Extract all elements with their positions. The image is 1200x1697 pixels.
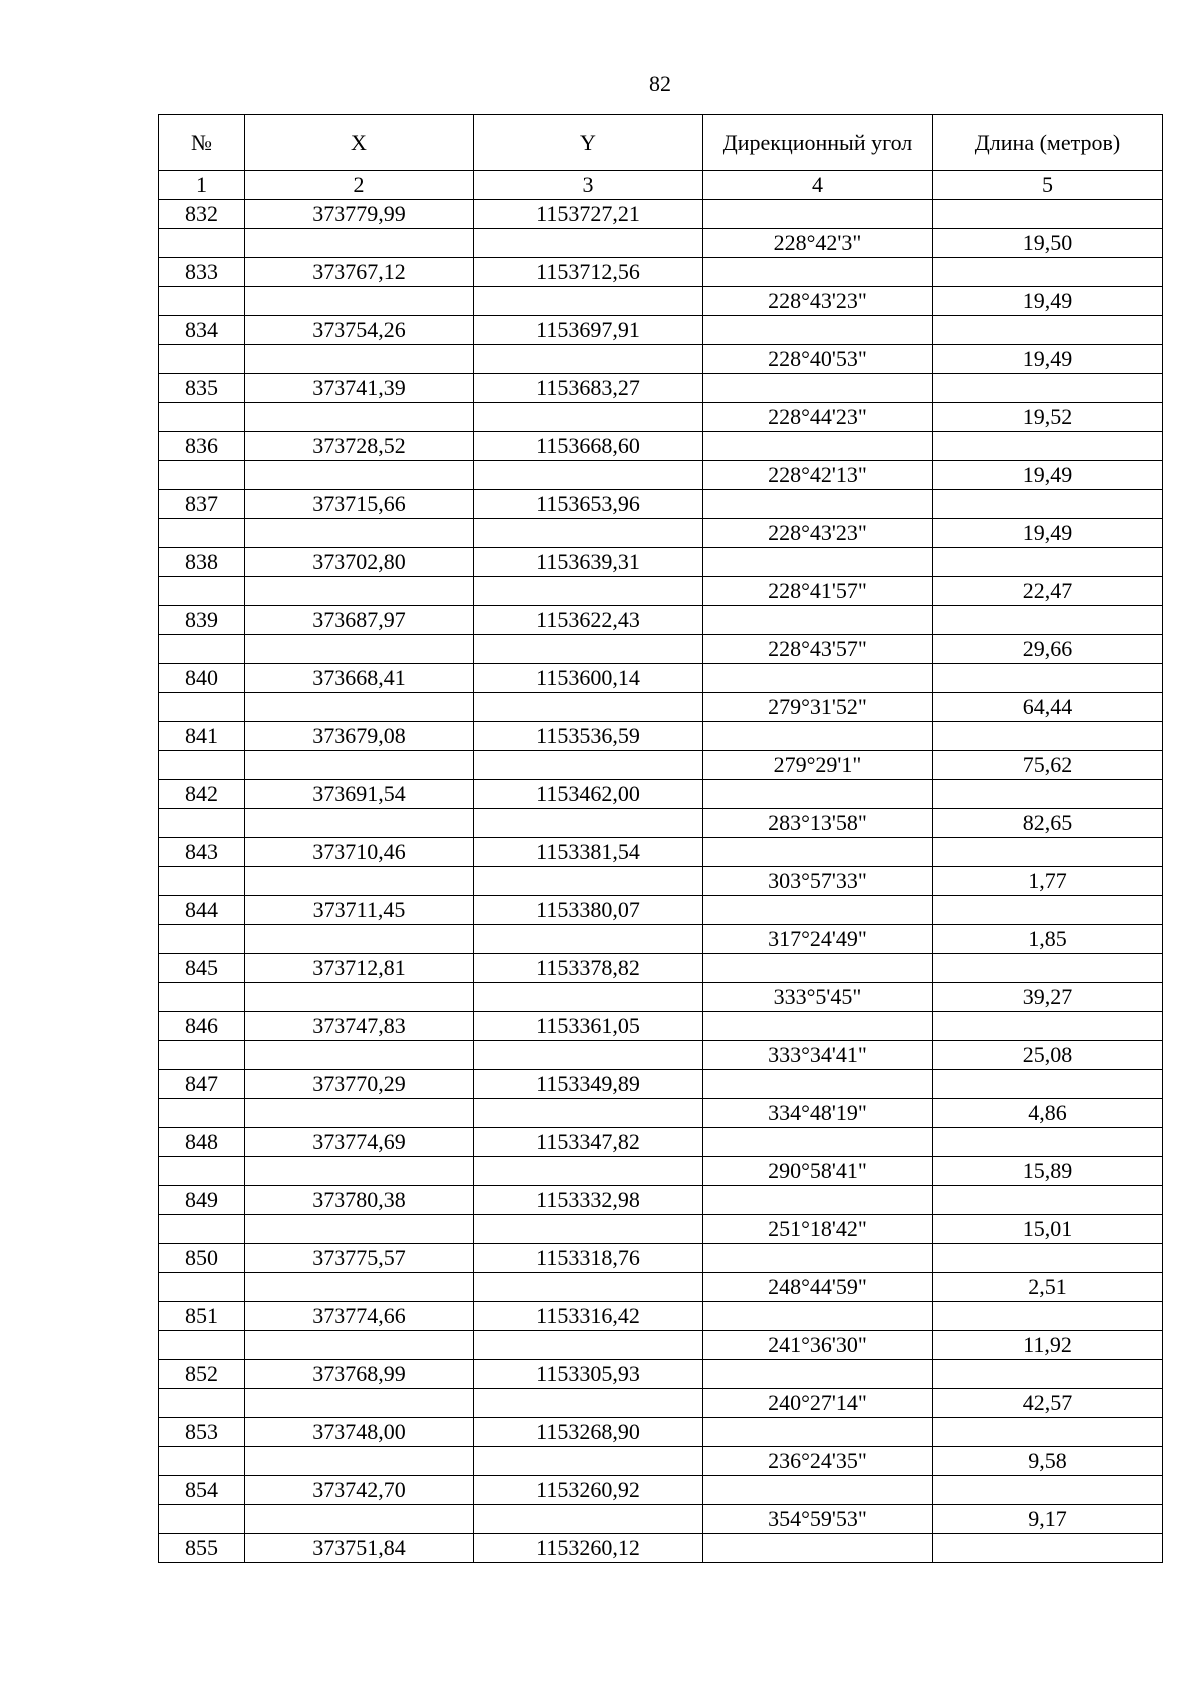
y-coordinate-cell: 1153349,89 [474, 1070, 703, 1099]
length-cell: 19,49 [933, 461, 1163, 490]
x-coordinate-cell: 373768,99 [245, 1360, 474, 1389]
table-row [159, 722, 1163, 751]
table-row [159, 896, 1163, 925]
y-coordinate-cell: 1153712,56 [474, 258, 703, 287]
length-cell: 19,49 [933, 287, 1163, 316]
page-number: 82 [649, 71, 671, 96]
y-coordinate-cell: 1153600,14 [474, 664, 703, 693]
point-number-cell [159, 287, 245, 316]
y-coordinate-cell: 1153316,42 [474, 1302, 703, 1331]
direction-angle-cell: 290°58'41" [703, 1157, 933, 1186]
y-coordinate-cell [474, 1099, 703, 1128]
direction-angle-cell: 236°24'35" [703, 1447, 933, 1476]
x-coordinate-cell [245, 345, 474, 374]
point-number-cell [159, 519, 245, 548]
direction-angle-cell [703, 896, 933, 925]
x-coordinate-cell [245, 287, 474, 316]
y-coordinate-cell [474, 229, 703, 258]
length-cell: 75,62 [933, 751, 1163, 780]
coordinates-table [158, 114, 1163, 1563]
point-number-cell [159, 809, 245, 838]
x-coordinate-cell: 373754,26 [245, 316, 474, 345]
point-number-cell: 854 [159, 1476, 245, 1505]
length-cell [933, 606, 1163, 635]
direction-angle-cell [703, 1534, 933, 1563]
x-coordinate-cell: 373741,39 [245, 374, 474, 403]
direction-angle-cell: 354°59'53" [703, 1505, 933, 1534]
y-coordinate-cell: 1153668,60 [474, 432, 703, 461]
x-coordinate-cell [245, 1447, 474, 1476]
length-cell: 19,50 [933, 229, 1163, 258]
y-coordinate-cell [474, 809, 703, 838]
table-row [159, 1331, 1163, 1360]
direction-angle-cell: 334°48'19" [703, 1099, 933, 1128]
x-coordinate-cell [245, 1389, 474, 1418]
direction-angle-cell [703, 200, 933, 229]
y-coordinate-cell: 1153697,91 [474, 316, 703, 345]
x-coordinate-cell [245, 635, 474, 664]
point-number-cell: 853 [159, 1418, 245, 1447]
y-coordinate-cell: 1153260,12 [474, 1534, 703, 1563]
length-cell: 15,89 [933, 1157, 1163, 1186]
x-coordinate-cell: 373687,97 [245, 606, 474, 635]
y-coordinate-cell: 1153260,92 [474, 1476, 703, 1505]
y-coordinate-cell: 1153347,82 [474, 1128, 703, 1157]
table-row [159, 1302, 1163, 1331]
point-number-cell: 840 [159, 664, 245, 693]
table-row [159, 1041, 1163, 1070]
column-number: 3 [474, 171, 703, 200]
x-coordinate-cell [245, 1273, 474, 1302]
x-coordinate-cell: 373779,99 [245, 200, 474, 229]
table-row [159, 548, 1163, 577]
table-row [159, 635, 1163, 664]
table-row [159, 490, 1163, 519]
direction-angle-cell [703, 1244, 933, 1273]
direction-angle-cell [703, 606, 933, 635]
length-cell: 29,66 [933, 635, 1163, 664]
y-coordinate-cell [474, 925, 703, 954]
table-row [159, 1273, 1163, 1302]
direction-angle-cell: 241°36'30" [703, 1331, 933, 1360]
direction-angle-cell [703, 1186, 933, 1215]
y-coordinate-cell [474, 403, 703, 432]
table-row [159, 258, 1163, 287]
length-cell [933, 1302, 1163, 1331]
point-number-cell [159, 1389, 245, 1418]
point-number-cell: 843 [159, 838, 245, 867]
direction-angle-cell [703, 432, 933, 461]
table-row [159, 1099, 1163, 1128]
point-number-cell: 839 [159, 606, 245, 635]
length-cell [933, 1534, 1163, 1563]
y-coordinate-cell: 1153380,07 [474, 896, 703, 925]
direction-angle-cell [703, 780, 933, 809]
direction-angle-cell [703, 1476, 933, 1505]
length-cell: 64,44 [933, 693, 1163, 722]
y-coordinate-cell: 1153462,00 [474, 780, 703, 809]
point-number-cell [159, 1447, 245, 1476]
table-header [159, 115, 1163, 200]
point-number-cell: 851 [159, 1302, 245, 1331]
length-cell: 15,01 [933, 1215, 1163, 1244]
direction-angle-cell: 228°43'23" [703, 287, 933, 316]
table-row [159, 925, 1163, 954]
length-cell [933, 664, 1163, 693]
direction-angle-cell [703, 490, 933, 519]
header-row [159, 115, 1163, 171]
y-coordinate-cell [474, 1157, 703, 1186]
y-coordinate-cell [474, 461, 703, 490]
table-row [159, 1476, 1163, 1505]
x-coordinate-cell [245, 1157, 474, 1186]
length-cell: 19,49 [933, 519, 1163, 548]
point-number-cell [159, 577, 245, 606]
x-coordinate-cell: 373679,08 [245, 722, 474, 751]
point-number-cell [159, 345, 245, 374]
y-coordinate-cell [474, 1505, 703, 1534]
direction-angle-cell: 228°43'23" [703, 519, 933, 548]
y-coordinate-cell [474, 1041, 703, 1070]
point-number-cell: 850 [159, 1244, 245, 1273]
table-row [159, 1534, 1163, 1563]
length-cell [933, 1360, 1163, 1389]
direction-angle-cell [703, 258, 933, 287]
x-coordinate-cell [245, 983, 474, 1012]
point-number-cell: 848 [159, 1128, 245, 1157]
y-coordinate-cell: 1153332,98 [474, 1186, 703, 1215]
direction-angle-cell: 228°41'57" [703, 577, 933, 606]
table-row [159, 345, 1163, 374]
point-number-cell: 838 [159, 548, 245, 577]
point-number-cell [159, 867, 245, 896]
length-cell [933, 780, 1163, 809]
table-row [159, 432, 1163, 461]
x-coordinate-cell: 373747,83 [245, 1012, 474, 1041]
length-cell: 2,51 [933, 1273, 1163, 1302]
header-direction-angle: Дирекционный угол [703, 115, 933, 171]
x-coordinate-cell: 373775,57 [245, 1244, 474, 1273]
table-row [159, 519, 1163, 548]
direction-angle-cell [703, 664, 933, 693]
x-coordinate-cell: 373710,46 [245, 838, 474, 867]
direction-angle-cell: 333°34'41" [703, 1041, 933, 1070]
direction-angle-cell [703, 1070, 933, 1099]
y-coordinate-cell: 1153622,43 [474, 606, 703, 635]
table-row [159, 1215, 1163, 1244]
table-row [159, 780, 1163, 809]
direction-angle-cell [703, 838, 933, 867]
y-coordinate-cell: 1153683,27 [474, 374, 703, 403]
y-coordinate-cell [474, 1389, 703, 1418]
x-coordinate-cell: 373748,00 [245, 1418, 474, 1447]
length-cell [933, 1476, 1163, 1505]
table-row [159, 664, 1163, 693]
y-coordinate-cell [474, 693, 703, 722]
point-number-cell: 842 [159, 780, 245, 809]
length-cell [933, 1070, 1163, 1099]
x-coordinate-cell [245, 867, 474, 896]
x-coordinate-cell [245, 577, 474, 606]
x-coordinate-cell [245, 461, 474, 490]
y-coordinate-cell: 1153378,82 [474, 954, 703, 983]
header-number: № [159, 115, 245, 171]
column-number: 2 [245, 171, 474, 200]
x-coordinate-cell [245, 1331, 474, 1360]
point-number-cell [159, 1273, 245, 1302]
x-coordinate-cell [245, 925, 474, 954]
length-cell [933, 258, 1163, 287]
y-coordinate-cell: 1153305,93 [474, 1360, 703, 1389]
table-row [159, 1157, 1163, 1186]
direction-angle-cell [703, 1418, 933, 1447]
column-number: 1 [159, 171, 245, 200]
point-number-cell [159, 1157, 245, 1186]
x-coordinate-cell: 373691,54 [245, 780, 474, 809]
length-cell: 39,27 [933, 983, 1163, 1012]
point-number-cell: 841 [159, 722, 245, 751]
table-row [159, 751, 1163, 780]
table-row [159, 1070, 1163, 1099]
x-coordinate-cell: 373711,45 [245, 896, 474, 925]
column-number-row [159, 171, 1163, 200]
y-coordinate-cell [474, 1215, 703, 1244]
table-row [159, 1389, 1163, 1418]
length-cell [933, 1128, 1163, 1157]
length-cell [933, 838, 1163, 867]
y-coordinate-cell [474, 287, 703, 316]
length-cell: 42,57 [933, 1389, 1163, 1418]
point-number-cell [159, 1505, 245, 1534]
length-cell: 25,08 [933, 1041, 1163, 1070]
direction-angle-cell [703, 722, 933, 751]
direction-angle-cell: 283°13'58" [703, 809, 933, 838]
point-number-cell: 844 [159, 896, 245, 925]
y-coordinate-cell: 1153268,90 [474, 1418, 703, 1447]
point-number-cell: 855 [159, 1534, 245, 1563]
point-number-cell [159, 925, 245, 954]
y-coordinate-cell [474, 1447, 703, 1476]
y-coordinate-cell [474, 577, 703, 606]
table-row [159, 1244, 1163, 1273]
column-number: 5 [933, 171, 1163, 200]
length-cell [933, 1244, 1163, 1273]
x-coordinate-cell: 373702,80 [245, 548, 474, 577]
table-row [159, 1505, 1163, 1534]
point-number-cell [159, 751, 245, 780]
direction-angle-cell: 279°31'52" [703, 693, 933, 722]
length-cell: 9,17 [933, 1505, 1163, 1534]
direction-angle-cell: 251°18'42" [703, 1215, 933, 1244]
point-number-cell [159, 983, 245, 1012]
y-coordinate-cell: 1153639,31 [474, 548, 703, 577]
length-cell: 11,92 [933, 1331, 1163, 1360]
y-coordinate-cell [474, 983, 703, 1012]
y-coordinate-cell: 1153318,76 [474, 1244, 703, 1273]
length-cell [933, 954, 1163, 983]
length-cell [933, 316, 1163, 345]
length-cell: 19,52 [933, 403, 1163, 432]
x-coordinate-cell: 373774,69 [245, 1128, 474, 1157]
direction-angle-cell [703, 954, 933, 983]
table-row [159, 1012, 1163, 1041]
x-coordinate-cell [245, 1215, 474, 1244]
x-coordinate-cell: 373780,38 [245, 1186, 474, 1215]
y-coordinate-cell [474, 635, 703, 664]
direction-angle-cell [703, 1128, 933, 1157]
direction-angle-cell: 240°27'14" [703, 1389, 933, 1418]
table-row [159, 374, 1163, 403]
direction-angle-cell: 228°42'13" [703, 461, 933, 490]
x-coordinate-cell: 373742,70 [245, 1476, 474, 1505]
x-coordinate-cell: 373774,66 [245, 1302, 474, 1331]
x-coordinate-cell [245, 403, 474, 432]
direction-angle-cell: 317°24'49" [703, 925, 933, 954]
table-row [159, 200, 1163, 229]
x-coordinate-cell: 373715,66 [245, 490, 474, 519]
length-cell: 1,77 [933, 867, 1163, 896]
length-cell: 4,86 [933, 1099, 1163, 1128]
point-number-cell: 852 [159, 1360, 245, 1389]
header-y: Y [474, 115, 703, 171]
table-row [159, 606, 1163, 635]
point-number-cell: 836 [159, 432, 245, 461]
direction-angle-cell [703, 374, 933, 403]
y-coordinate-cell [474, 1331, 703, 1360]
point-number-cell: 834 [159, 316, 245, 345]
length-cell [933, 490, 1163, 519]
table-row [159, 1447, 1163, 1476]
length-cell [933, 432, 1163, 461]
table-row [159, 287, 1163, 316]
direction-angle-cell [703, 1012, 933, 1041]
table-body [159, 200, 1163, 1563]
x-coordinate-cell [245, 229, 474, 258]
direction-angle-cell: 248°44'59" [703, 1273, 933, 1302]
y-coordinate-cell: 1153727,21 [474, 200, 703, 229]
x-coordinate-cell [245, 1505, 474, 1534]
x-coordinate-cell: 373728,52 [245, 432, 474, 461]
table-row [159, 954, 1163, 983]
table-row [159, 403, 1163, 432]
point-number-cell: 847 [159, 1070, 245, 1099]
point-number-cell [159, 635, 245, 664]
table-row [159, 809, 1163, 838]
table-row [159, 577, 1163, 606]
table-row [159, 1360, 1163, 1389]
point-number-cell: 832 [159, 200, 245, 229]
point-number-cell [159, 1215, 245, 1244]
direction-angle-cell: 303°57'33" [703, 867, 933, 896]
length-cell [933, 200, 1163, 229]
x-coordinate-cell: 373770,29 [245, 1070, 474, 1099]
column-number: 4 [703, 171, 933, 200]
header-x: X [245, 115, 474, 171]
table-row [159, 1418, 1163, 1447]
point-number-cell [159, 1331, 245, 1360]
point-number-cell [159, 229, 245, 258]
y-coordinate-cell: 1153653,96 [474, 490, 703, 519]
length-cell [933, 1186, 1163, 1215]
length-cell [933, 722, 1163, 751]
table-row [159, 229, 1163, 258]
point-number-cell [159, 693, 245, 722]
length-cell [933, 548, 1163, 577]
x-coordinate-cell [245, 1099, 474, 1128]
point-number-cell: 837 [159, 490, 245, 519]
point-number-cell [159, 461, 245, 490]
x-coordinate-cell: 373668,41 [245, 664, 474, 693]
table-row [159, 867, 1163, 896]
table-row [159, 693, 1163, 722]
point-number-cell: 846 [159, 1012, 245, 1041]
x-coordinate-cell [245, 693, 474, 722]
header-length: Длина (метров) [933, 115, 1163, 171]
direction-angle-cell: 333°5'45" [703, 983, 933, 1012]
x-coordinate-cell: 373767,12 [245, 258, 474, 287]
point-number-cell: 833 [159, 258, 245, 287]
length-cell: 22,47 [933, 577, 1163, 606]
direction-angle-cell: 228°42'3" [703, 229, 933, 258]
x-coordinate-cell [245, 809, 474, 838]
point-number-cell [159, 403, 245, 432]
length-cell: 19,49 [933, 345, 1163, 374]
direction-angle-cell: 228°40'53" [703, 345, 933, 374]
table-row [159, 316, 1163, 345]
x-coordinate-cell [245, 1041, 474, 1070]
direction-angle-cell: 279°29'1" [703, 751, 933, 780]
length-cell: 9,58 [933, 1447, 1163, 1476]
point-number-cell [159, 1041, 245, 1070]
length-cell [933, 374, 1163, 403]
table-row [159, 1128, 1163, 1157]
direction-angle-cell [703, 548, 933, 577]
y-coordinate-cell [474, 519, 703, 548]
table-row [159, 1186, 1163, 1215]
point-number-cell: 845 [159, 954, 245, 983]
y-coordinate-cell [474, 345, 703, 374]
direction-angle-cell [703, 316, 933, 345]
point-number-cell [159, 1099, 245, 1128]
y-coordinate-cell: 1153361,05 [474, 1012, 703, 1041]
length-cell [933, 1418, 1163, 1447]
y-coordinate-cell: 1153381,54 [474, 838, 703, 867]
direction-angle-cell: 228°44'23" [703, 403, 933, 432]
table-row [159, 838, 1163, 867]
direction-angle-cell [703, 1360, 933, 1389]
x-coordinate-cell: 373751,84 [245, 1534, 474, 1563]
length-cell: 1,85 [933, 925, 1163, 954]
x-coordinate-cell: 373712,81 [245, 954, 474, 983]
x-coordinate-cell [245, 751, 474, 780]
table-row [159, 983, 1163, 1012]
direction-angle-cell [703, 1302, 933, 1331]
length-cell [933, 1012, 1163, 1041]
x-coordinate-cell [245, 519, 474, 548]
y-coordinate-cell: 1153536,59 [474, 722, 703, 751]
point-number-cell: 835 [159, 374, 245, 403]
point-number-cell: 849 [159, 1186, 245, 1215]
y-coordinate-cell [474, 751, 703, 780]
y-coordinate-cell [474, 867, 703, 896]
length-cell: 82,65 [933, 809, 1163, 838]
direction-angle-cell: 228°43'57" [703, 635, 933, 664]
y-coordinate-cell [474, 1273, 703, 1302]
table-row [159, 461, 1163, 490]
length-cell [933, 896, 1163, 925]
